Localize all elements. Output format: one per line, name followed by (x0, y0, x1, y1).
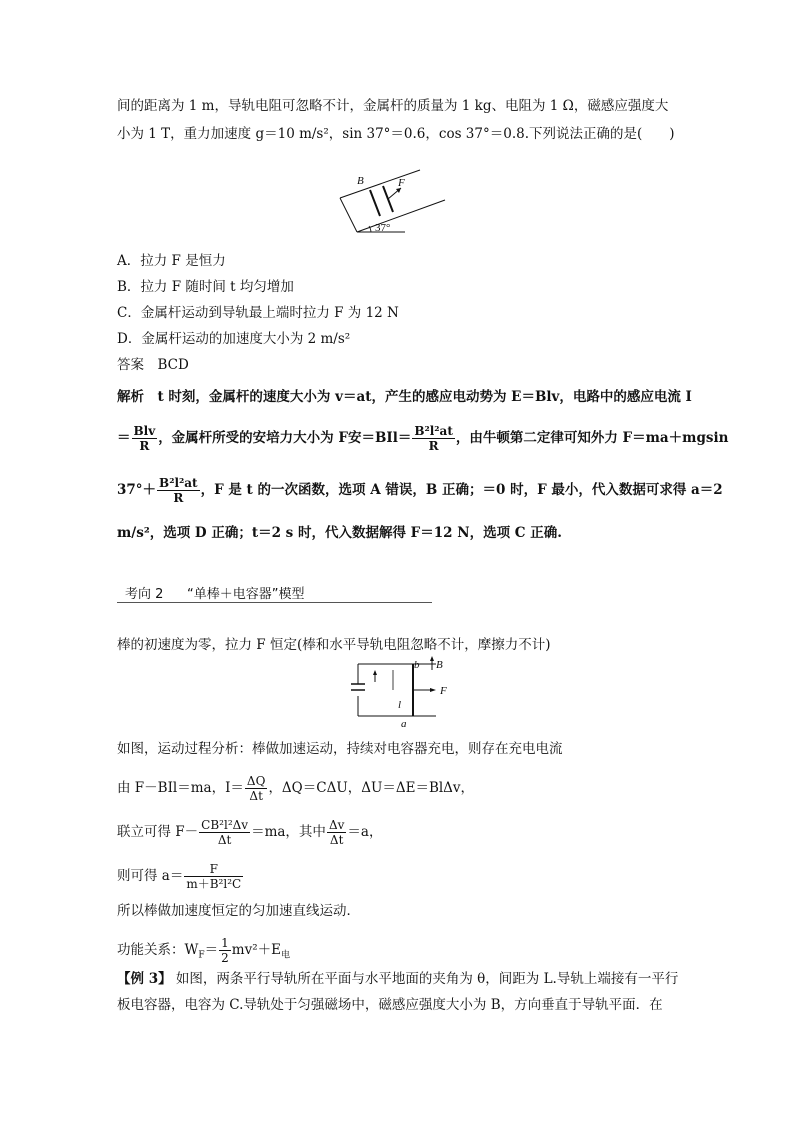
analysis-line-3: 37°＋ $\frac{\text{B²l²at}}{R}$ ，F 是 t 的一次函数，选项 A 错误，B 正确；＝0 时，F 最小，代入数据可求得 a＝2 (117, 476, 723, 505)
option-b: B．拉力 F 随时间 t 均匀增加 (117, 279, 294, 295)
section-heading (117, 580, 432, 603)
example-line-2: 板电容器，电容为 C.导轨处于匀强磁场中，磁感应强度大小为 B，方向垂直于导轨平面．在 (117, 997, 663, 1013)
incline-figure (335, 168, 450, 238)
figure2-label-a: a (401, 718, 407, 728)
section-tag: 考向 2 (125, 587, 164, 602)
model-para-6: 功能关系：$W_F=$ $\frac{1}{2}$ $mv^2+E_电$ (117, 936, 290, 965)
figure2-label-l: l (398, 699, 402, 711)
model-para-5: 所以棒做加速度恒定的匀加速直线运动． (117, 903, 360, 919)
answer-label: 答案 (117, 357, 144, 373)
figure2-label-b: b (414, 659, 420, 671)
fraction-cb2l2dv-dt: $\frac{\text{CB²l²Δv}}{\Delta t}$ (201, 818, 249, 847)
analysis-line-2: ＝ $\frac{\text{Blv}}{R}$ ，金属杆所受的安培力大小为 F安＝BIl＝ $\frac{\text{B²l²at}}{R}$ ，由牛顿第二定律可知外力 F＝ma＋mgsin (117, 424, 729, 453)
analysis-line-1: 解析 t 时刻，金属杆的速度大小为 v＝at，产生的感应电动势为 E＝Blv，电路中的感应电流 I (117, 389, 692, 405)
model-intro: 棒的初速度为零，拉力 F 恒定(棒和水平导轨电阻忽略不计，摩擦力不计) (117, 637, 551, 653)
fraction-dq-dt: $\frac{\Delta Q}{\Delta t}$ (246, 774, 266, 803)
fraction-dv-dt: $\frac{\Delta v}{\Delta t}$ (328, 818, 345, 847)
fraction-blv-r: $\frac{\text{Blv}}{R}$ (133, 424, 156, 453)
model-para-2: 由 F－BIl＝ma，I＝ $\frac{\Delta Q}{\Delta t}$ ，ΔQ＝CΔU，ΔU＝ΔE＝BlΔv， (117, 774, 475, 803)
problem-line-1: 间的距离为 1 m，导轨电阻可忽略不计，金属杆的质量为 1 kg、电阻为 1 Ω，磁感应强度大 (117, 98, 669, 114)
option-d: D．金属杆运动的加速度大小为 2 m/s² (117, 331, 351, 347)
analysis-line-4: m/s²，选项 D 正确；t＝2 s 时，代入数据解得 F＝12 N，选项 C 正确. (117, 525, 562, 541)
answer-value: BCD (157, 357, 189, 373)
model-para-3: 联立可得 F－ $\frac{\text{CB²l²Δv}}{\Delta t}$ ＝ma，其中 $\frac{\Delta v}{\Delta t}$ ＝a， (117, 818, 383, 847)
figure1-label-B: B (357, 175, 364, 187)
figure1-label-F: F (398, 177, 405, 189)
figure2-label-F: F (440, 685, 447, 697)
fraction-acceleration: $\frac{F}{\text{m＋B²l²C}}$ (186, 862, 242, 891)
model-para-1: 如图，运动过程分析：棒做加速运动，持续对电容器充电，则存在充电电流 (117, 741, 563, 757)
figure2-label-B: B (436, 659, 443, 671)
section-title: “单棒＋电容器”模型 (187, 587, 305, 602)
example-tag: 【例 3】 (117, 971, 172, 987)
fraction-b2l2at-r: $\frac{\text{B²l²at}}{R}$ (414, 424, 453, 453)
model-para-4: 则可得 a＝ $\frac{F}{\text{m＋B²l²C}}$ (117, 862, 242, 891)
capacitor-circuit-figure (348, 656, 458, 728)
problem-line-2: 小为 1 T，重力加速度 g＝10 m/s²，sin 37°＝0.6，cos 37°＝0.8.下列说法正确的是( ) (117, 126, 675, 142)
fraction-b2l2at-r-2: $\frac{\text{B²l²at}}{R}$ (159, 476, 198, 505)
option-a: A．拉力 F 是恒力 (117, 253, 226, 269)
example-line-1: 【例 3】 如图，两条平行导轨所在平面与水平地面的夹角为 θ，间距为 L.导轨上端接有一平行 (117, 971, 679, 987)
figure1-angle: 37° (375, 222, 391, 234)
answer-line (117, 356, 189, 374)
option-c: C．金属杆运动到导轨最上端时拉力 F 为 12 N (117, 305, 399, 321)
analysis-label: 解析 (117, 389, 144, 405)
fraction-one-half: $\frac{1}{2}$ (221, 936, 229, 965)
